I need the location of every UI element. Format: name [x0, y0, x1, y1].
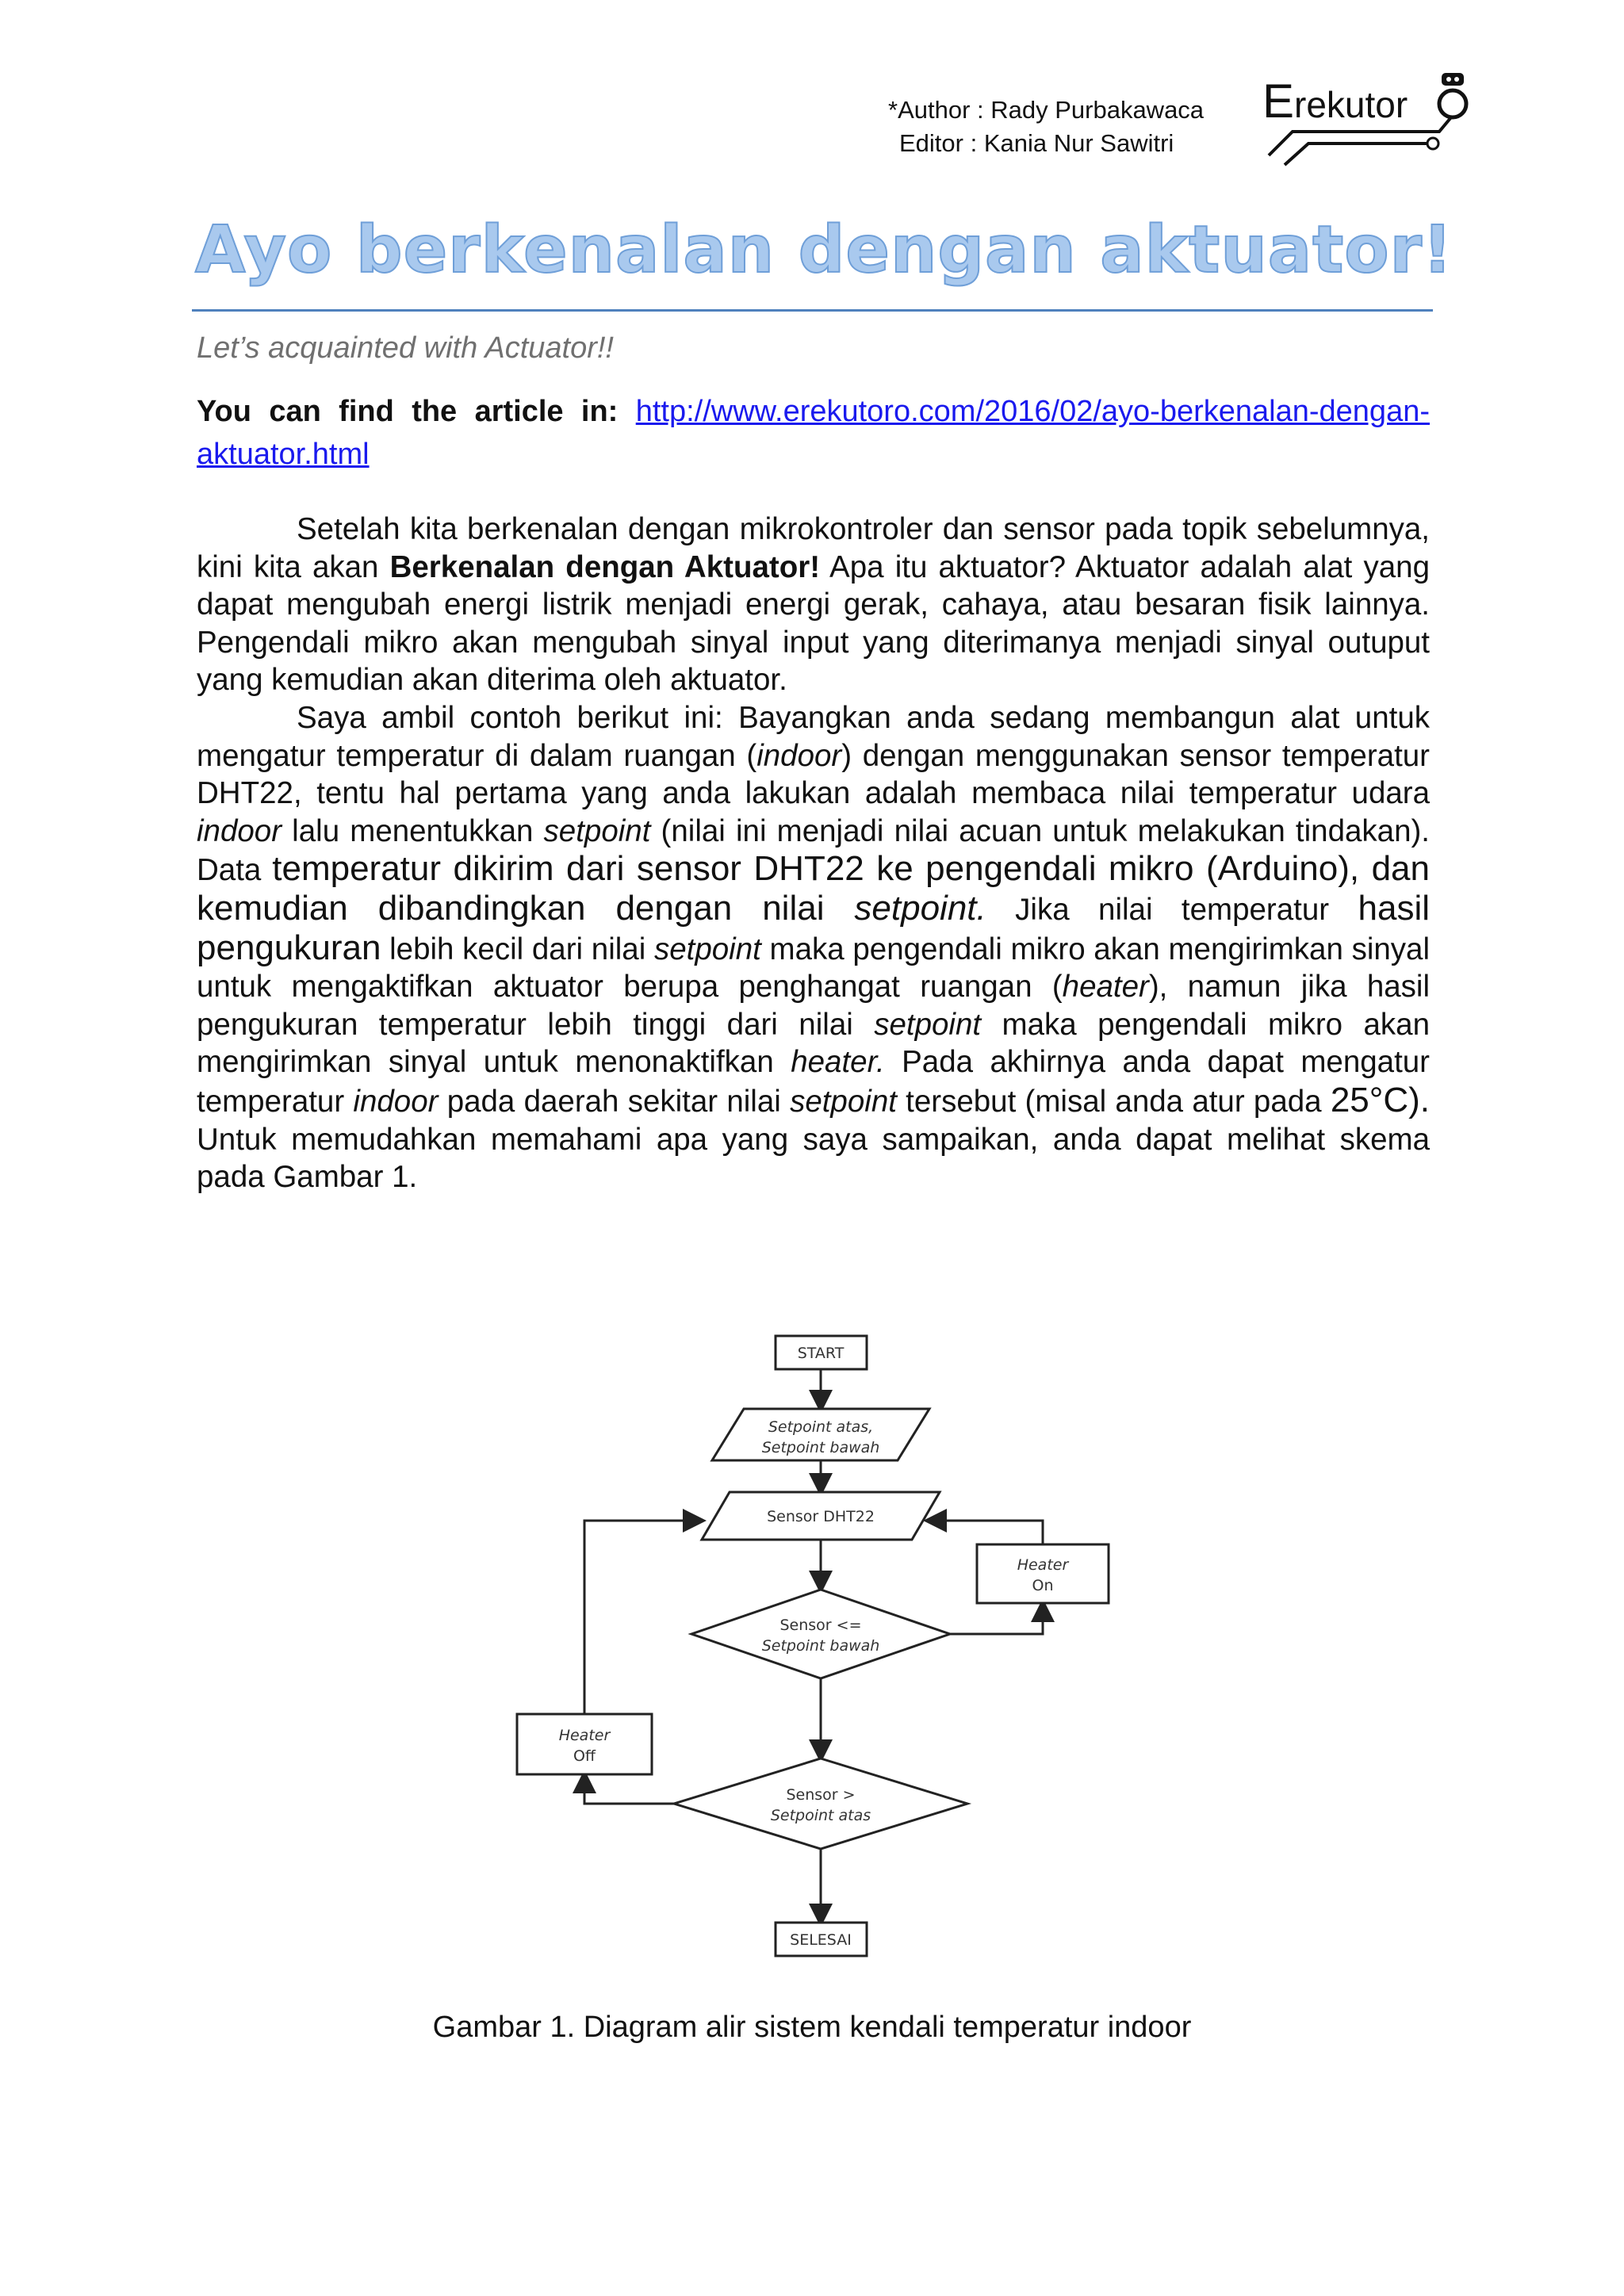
article-source-label: You can find the article in:: [197, 395, 619, 428]
page-title: Ayo berkenalan dengan aktuator!: [195, 212, 1454, 288]
svg-text:Heater: Heater: [558, 1727, 611, 1744]
paragraph-2: Saya ambil contoh berikut ini: Bayangkan anda sedang membangun alat untuk mengatur temperatur di dalam ruangan (indoor) dengan menggunakan sensor temperatur DHT22, tentu hal pertama yang anda lakukan adalah membaca nilai temperatur udara indoor lalu menentukkan setpoint (nilai ini menjadi nilai acuan untuk melakukan tindakan). Data temperatur dikirim dari sensor DHT22 ke pengendali mikro (Arduino), dan kemudian dibandingkan dengan nilai setpoint. Jika nilai temperatur hasil pengukuran lebih kecil dari nilai setpoint maka pengendali mikro akan mengirimkan sinyal untuk mengaktifkan aktuator berupa penghangat ruangan (heater), namun jika hasil pengukuran temperatur lebih tinggi dari nilai setpoint maka pengendali mikro akan mengirimkan sinyal untuk menonaktifkan heater. Pada akhirnya anda dapat mengatur temperatur indoor pada daerah sekitar nilai setpoint tersebut (misal anda atur pada 25°C). Untuk memudahkan memahami apa yang saya sampaikan, anda dapat melihat skema pada Gambar 1.: [197, 700, 1431, 1195]
erekutoro-logo: [1261, 68, 1483, 171]
svg-text:Heater: Heater: [1017, 1556, 1069, 1574]
author-block: [888, 94, 1253, 160]
flowchart: [492, 1332, 1126, 1982]
flow-end-label: SELESAI: [790, 1931, 852, 1949]
svg-text:Sensor <=: Sensor <=: [779, 1617, 862, 1634]
svg-text:Setpoint atas: Setpoint atas: [770, 1807, 871, 1824]
flow-start-label: START: [797, 1345, 845, 1362]
svg-text:Sensor DHT22: Sensor DHT22: [767, 1508, 875, 1525]
subtitle: Let’s acquainted with Actuator!!: [197, 331, 614, 365]
svg-text:Setpoint atas,: Setpoint atas,: [768, 1418, 874, 1436]
svg-text:Setpoint bawah: Setpoint bawah: [761, 1637, 880, 1655]
figure-caption: Gambar 1. Diagram alir sistem kendali temperatur indoor: [432, 2011, 1192, 2044]
svg-text:Sensor >: Sensor >: [786, 1786, 856, 1804]
flow-condition-1: [691, 1590, 950, 1678]
article-link[interactable]: http://www.erekutoro.com/2016/02/ayo-berkenalan-dengan-aktuator.html: [197, 395, 1430, 471]
title-divider: [192, 309, 1433, 312]
logo-text: rekutor: [1294, 84, 1408, 125]
svg-text:Setpoint bawah: Setpoint bawah: [761, 1439, 880, 1456]
svg-text:E: E: [1262, 75, 1295, 128]
editor-line: Editor : Kania Nur Sawitri: [899, 129, 1174, 157]
article-source: [197, 390, 1430, 476]
flow-condition-2: [674, 1758, 967, 1849]
flow-heater-off: [517, 1714, 652, 1774]
paragraph-1: Setelah kita berkenalan dengan mikrokontroler dan sensor pada topik sebelumnya, kini kita akan Berkenalan dengan Aktuator! Apa itu aktuator? Aktuator adalah alat yang dapat mengubah energi listrik menjadi energi gerak, cahaya, atau besaran fisik lainnya. Pengendali mikro akan mengubah sinyal input yang diterimanya menjadi sinyal outuput yang kemudian akan diterima oleh aktuator.: [197, 512, 1430, 698]
author-line: *Author : Rady Purbakawaca: [888, 96, 1205, 124]
article-body: [197, 511, 1430, 1196]
svg-text:Off: Off: [573, 1747, 596, 1765]
svg-text:On: On: [1032, 1577, 1054, 1594]
